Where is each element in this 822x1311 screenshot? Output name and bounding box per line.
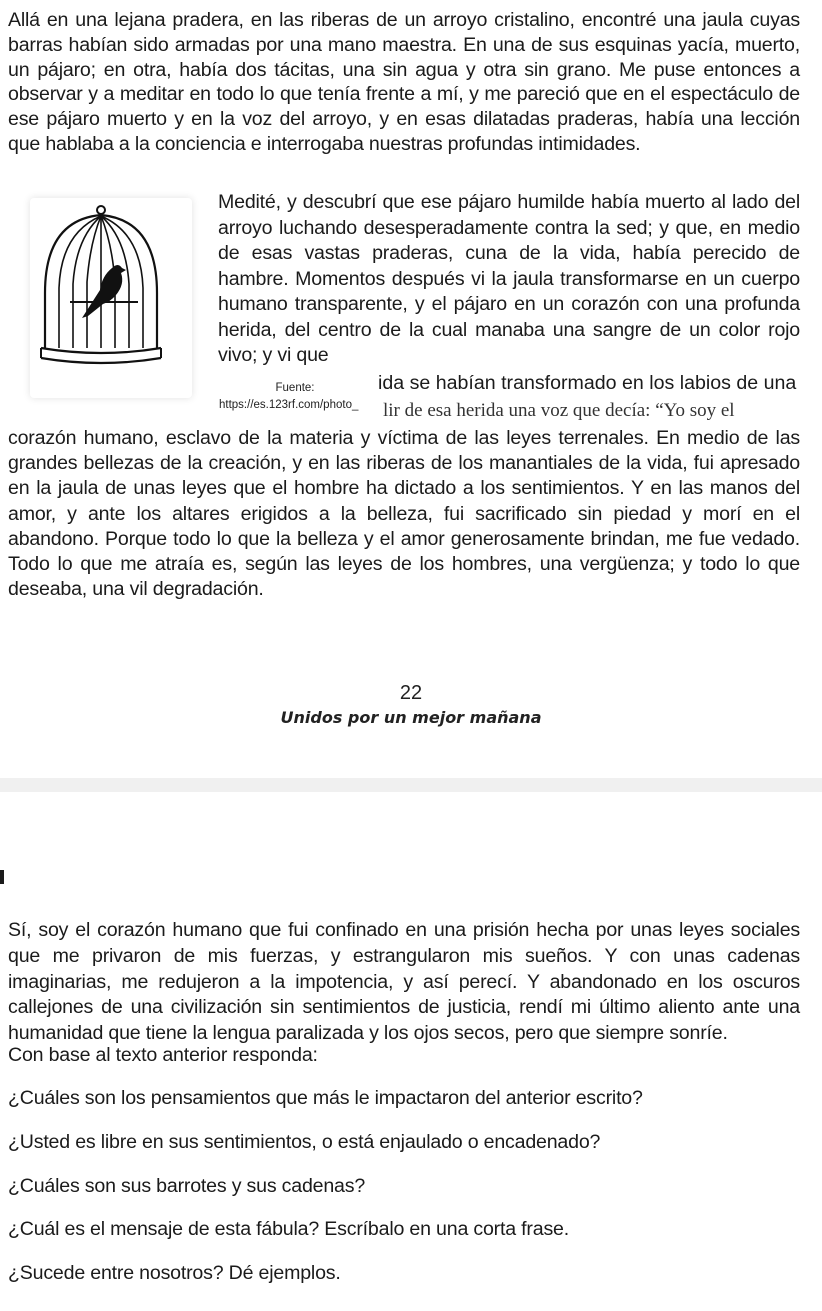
prompt-text: Con base al texto anterior responda: [8, 1044, 318, 1066]
paragraph-1: Allá en una lejana pradera, en las riberas de un arroyo cristalino, encontré una jaula cuyas barras habían sido armadas por una mano maestra. En una de sus esquinas yacía, muerto, un pájaro; en otra, había dos tácitas, una sin agua y otra sin grano. Me puse entonces a observar y a meditar en todo lo que tenía frente a mí, y me pareció que en el espectáculo de ese pájaro muerto y en la voz del arroyo, y en esas dilatadas praderas, había una lección que hablaba a la conciencia e interrogaba nuestras profundas intimidades. [8, 9, 800, 155]
footer-title: Unidos por un mejor mañana [280, 708, 542, 727]
paragraph-4: corazón humano, esclavo de la materia y víctima de las leyes terrenales. En medio de las grandes bellezas de la creación, y en las riberas de los manantiales de la vida, fui apresado en la jaula de unas leyes que el hombre ha dictado a los sentimientos. Y en las manos del amor, y ante los altares erigidos a la belleza, fui sacrificado sin piedad y morí en el abandono. Porque todo lo que la belleza y el amor generosamente brindan, me fue vedado. Todo lo que me atraía es, según las leyes de los hombres, una vergüenza; y todo lo que deseaba, una vil degradación. [8, 427, 800, 601]
question-4: ¿Cuál es el mensaje de esta fábula? Escríbalo en una corta frase. [8, 1218, 569, 1240]
paragraph-2: Medité, y descubrí que ese pájaro humilde había muerto al lado del arroyo luchando desesperadamente contra la sed; y que, en medio de esas vastas praderas, cuna de la vida, había perecido de hambre. Momentos después vi la jaula transformarse en un cuerpo humano transparente, y el pájaro en un corazón con una profunda herida, del centro de la cual manaba una sangre de un color rojo vivo; y vi que [218, 191, 800, 366]
margin-mark [0, 870, 4, 884]
birdcage-icon [30, 198, 192, 398]
image-credit [215, 380, 375, 414]
question-5: ¿Sucede entre nosotros? Dé ejemplos. [8, 1262, 341, 1284]
paragraph-3-line-1: ida se habían transformado en los labios de una [378, 372, 797, 394]
page-number: 22 [399, 682, 423, 704]
credit-label: Fuente: [275, 382, 315, 394]
paragraph-3-line-2: lir de esa herida una voz que decía: “Yo soy el [383, 400, 735, 421]
paragraph-5: Sí, soy el corazón humano que fui confinado en una prisión hecha por unas leyes sociales que me privaron de mis fuerzas, y estrangularon mis sueños. Y con unas cadenas imaginarias, me redujeron a la impotencia, y así perecí. Y abandonado en los oscuros callejones de una civilización sin sentimientos de justicia, rendí mi último aliento ante una humanidad que tiene la lengua paralizada y los ojos secos, pero que siempre sonríe. [8, 919, 800, 1045]
question-1: ¿Cuáles son los pensamientos que más le impactaron del anterior escrito? [8, 1087, 643, 1109]
page-divider [0, 778, 822, 792]
birdcage-illustration [30, 198, 192, 398]
credit-url: https://es.123rf.com/photo_ [219, 399, 359, 411]
question-3: ¿Cuáles son sus barrotes y sus cadenas? [8, 1175, 366, 1197]
question-2: ¿Usted es libre en sus sentimientos, o está enjaulado o encadenado? [8, 1131, 601, 1153]
